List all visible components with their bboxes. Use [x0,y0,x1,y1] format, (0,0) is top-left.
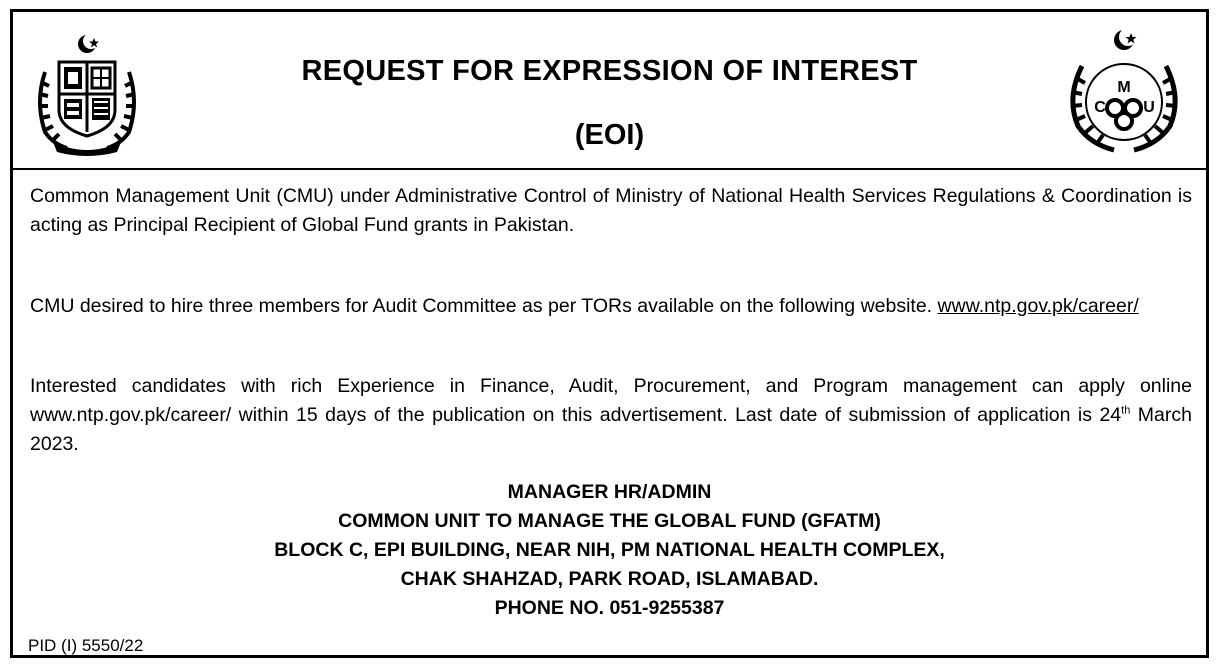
paragraph-application-text: Interested candidates with rich Experience in Finance, Audit, Procurement, and Program management can apply online www.ntp.gov.pk/career/ within 15 days of the publication on this advertisement. Last date of submission of application is 24 [30,375,1192,426]
pakistan-emblem-icon [31,32,143,156]
career-website-link[interactable]: www.ntp.gov.pk/career/ [937,295,1139,317]
cmu-logo-letter-u: U [1143,99,1155,116]
paragraph-application-end: March 2023. [30,404,1192,455]
header [13,12,1206,170]
contact-address-line-2: CHAK SHAHZAD, PARK ROAD, ISLAMABAD. [400,568,819,590]
advertisement-frame [10,9,1209,658]
contact-block [13,478,1206,623]
paragraph-requirement [30,292,1192,321]
contact-phone: PHONE NO. 051-9255387 [494,597,725,619]
contact-organization: COMMON UNIT TO MANAGE THE GLOBAL FUND (GFATM) [338,510,881,532]
contact-address-line-1: BLOCK C, EPI BUILDING, NEAR NIH, PM NATIONAL HEALTH COMPLEX, [274,539,945,561]
page-subtitle: (EOI) [574,119,645,151]
paragraph-intro: Common Management Unit (CMU) under Administrative Control of Ministry of National Health Services Regulations & Coordination is acting as Principal Recipient of Global Fund grants in Pakistan. [30,185,1192,236]
paragraph-application [30,372,1192,459]
cmu-logo-letter-c: C [1094,99,1106,116]
page-title: REQUEST FOR EXPRESSION OF INTEREST [301,55,918,87]
cmu-logo-icon [1060,26,1188,156]
pid-number: PID (I) 5550/22 [28,636,144,655]
contact-designation: MANAGER HR/ADMIN [507,481,712,503]
cmu-logo-letter-m: M [1117,79,1131,96]
paragraph-requirement-text: CMU desired to hire three members for Audit Committee as per TORs available on the following website. [30,295,933,317]
date-ordinal-suffix: th [1121,404,1131,417]
